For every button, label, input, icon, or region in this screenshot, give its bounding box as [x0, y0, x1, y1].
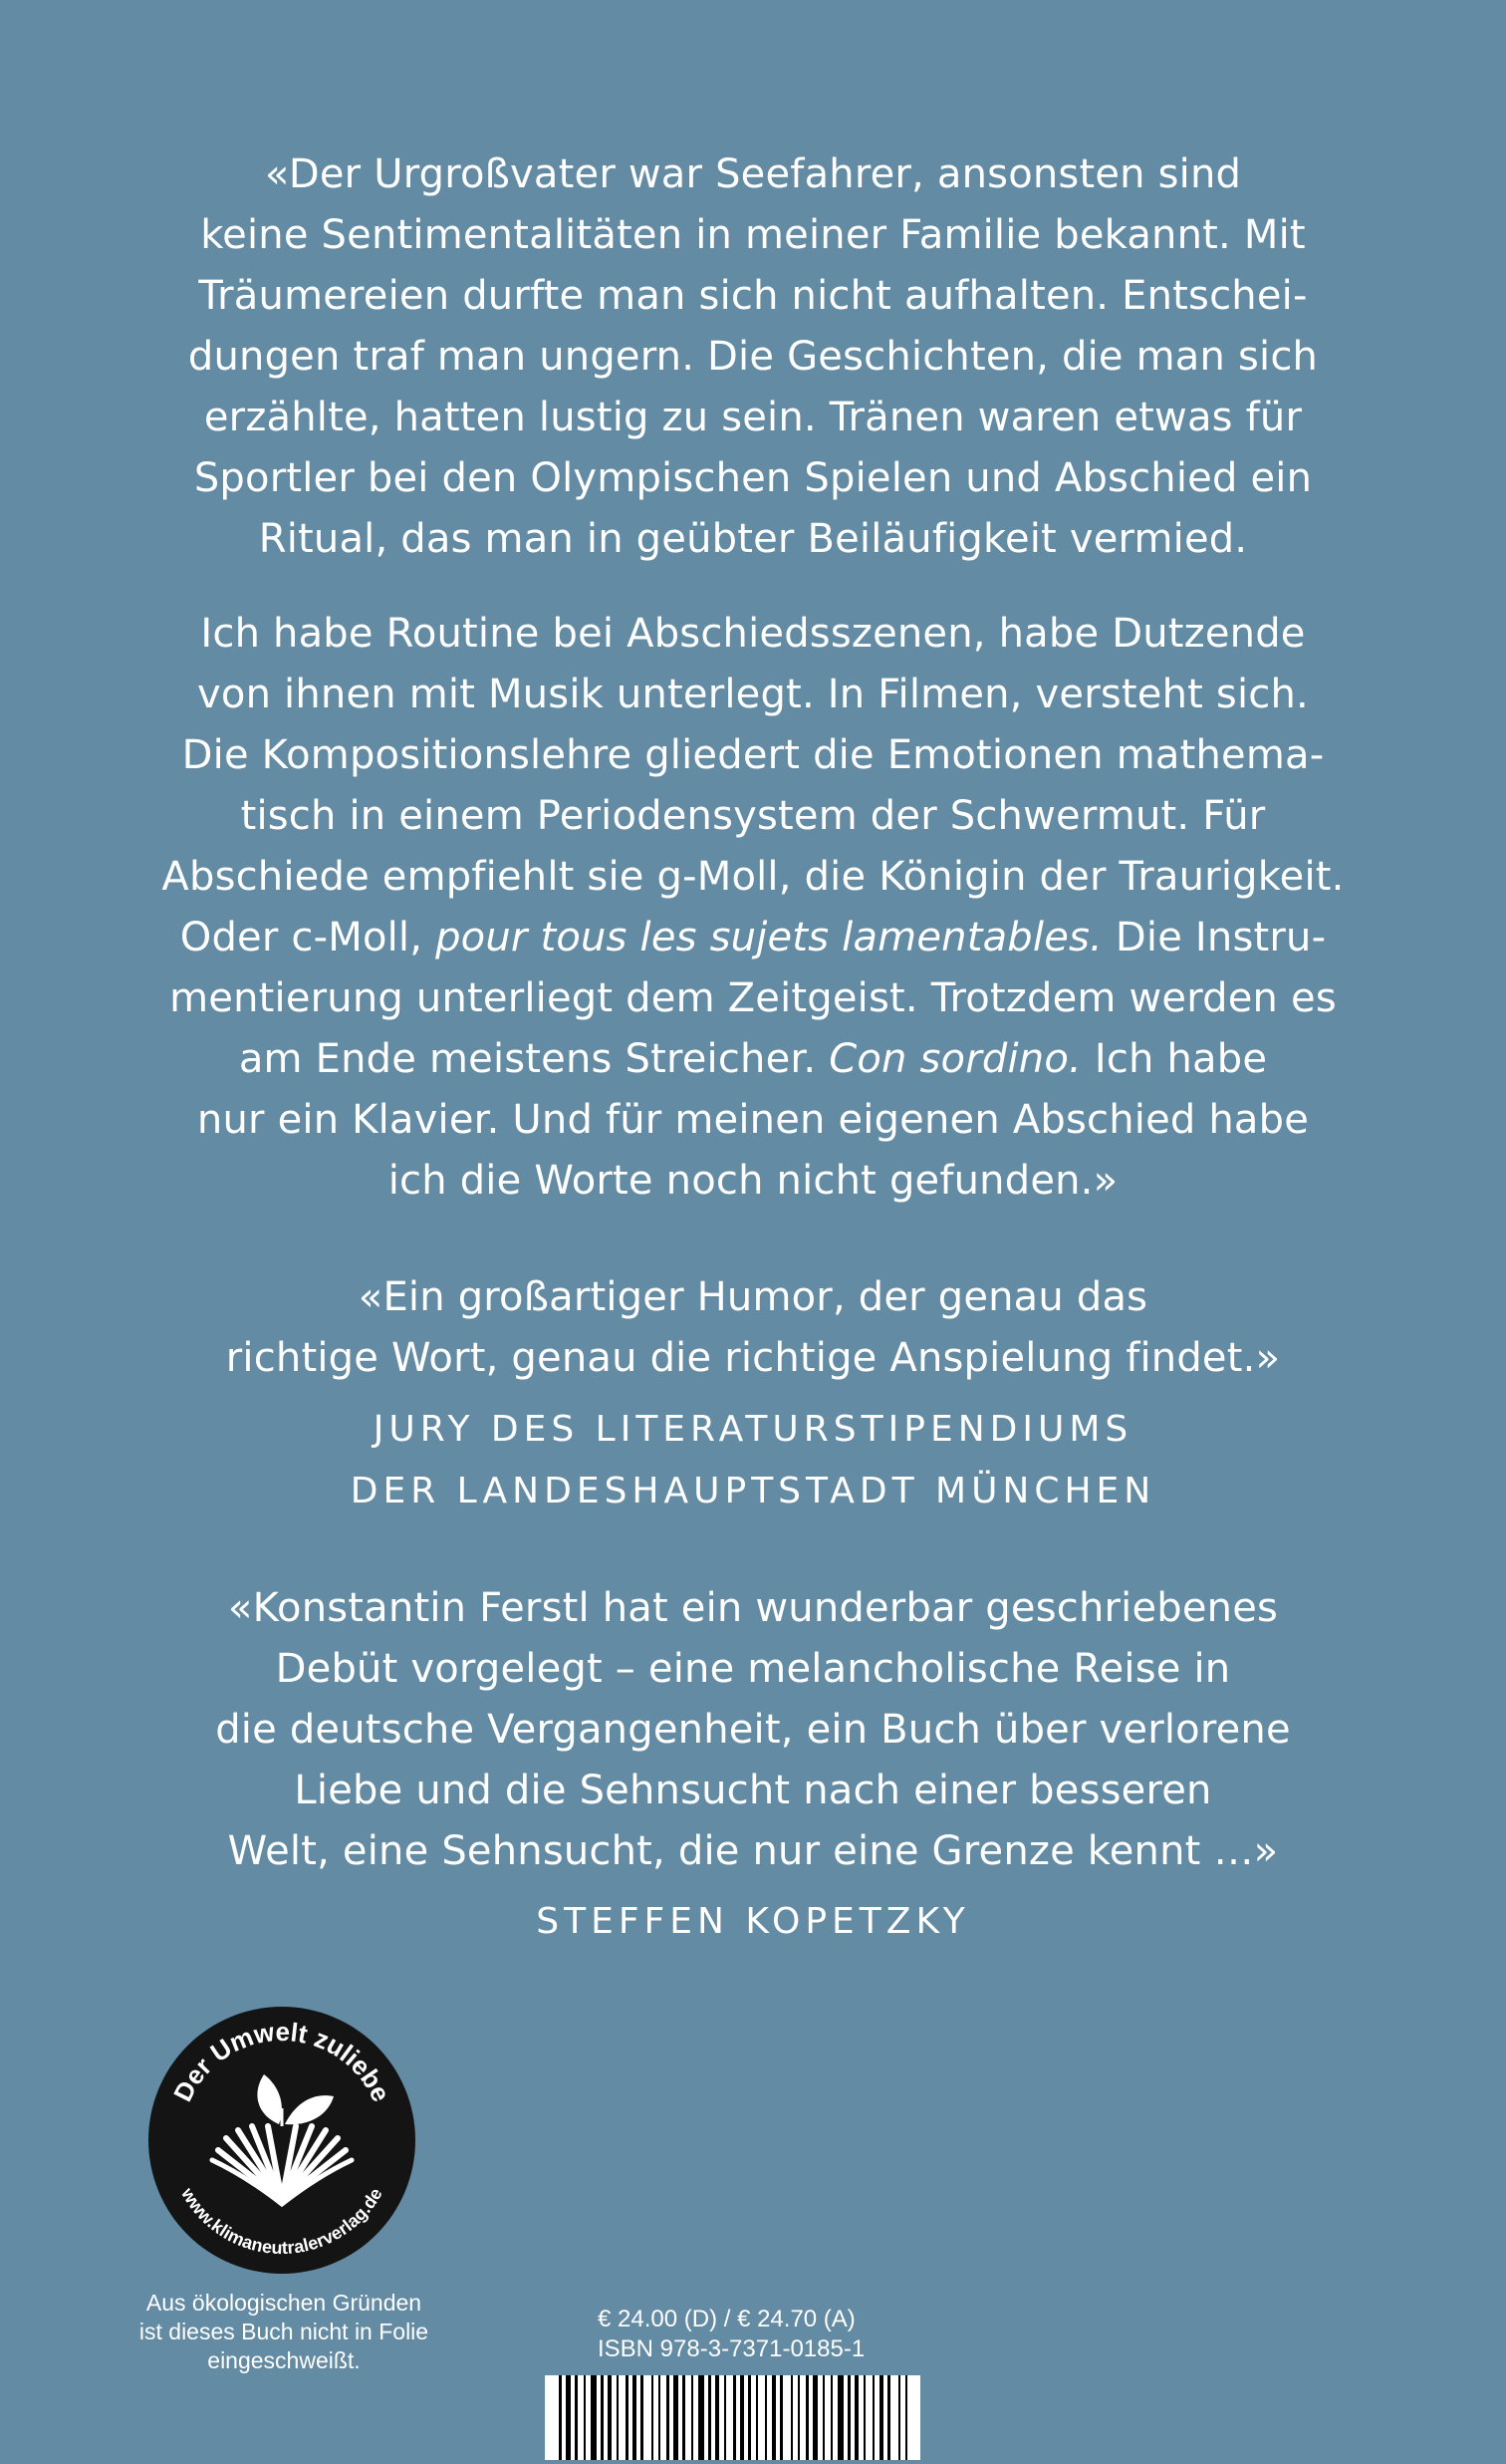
barcode-bar [798, 2375, 800, 2460]
excerpt-line: keine Sentimentalitäten in meiner Familie bekannt. Mit [200, 212, 1306, 258]
barcode-bar [682, 2375, 685, 2460]
review-quote-2 [40, 1578, 1466, 1882]
barcode-bar [601, 2375, 604, 2460]
excerpt-paragraph-1 [40, 144, 1466, 570]
excerpt-line: Die Kompositionslehre gliedert die Emotionen mathema- [181, 732, 1325, 778]
excerpt-text: Oder c-Moll, [179, 915, 436, 960]
excerpt-line: Sportler bei den Olympischen Spielen und Abschied ein [193, 455, 1313, 501]
excerpt-text: Die Instru- [1102, 915, 1327, 960]
excerpt-line: Abschiede empfiehlt sie g-Moll, die Königin der Traurigkeit. [161, 854, 1345, 900]
barcode-bar [898, 2375, 900, 2460]
badge-text-top: Der Umwelt zuliebe [167, 2016, 396, 2106]
review-source-line: JURY DES LITERATURSTIPENDIUMS [373, 1409, 1133, 1450]
eco-note-line: Aus ökologischen Gründen [145, 2290, 422, 2316]
barcode-bar [575, 2375, 578, 2460]
barcode-bar [823, 2375, 825, 2460]
excerpt-line: Ritual, das man in geübter Beiläufigkeit vermied. [258, 516, 1248, 562]
review-source-2 [40, 1891, 1466, 1953]
barcode-bar [651, 2375, 653, 2460]
barcode-bar [838, 2375, 844, 2460]
barcode-bar [879, 2375, 883, 2460]
barcode-bar [673, 2375, 678, 2460]
barcode [545, 2375, 920, 2460]
excerpt-line: Ich habe Routine bei Abschiedsszenen, habe Dutzende [200, 611, 1306, 657]
review-quote-1 [40, 1267, 1466, 1389]
barcode-bar [698, 2375, 704, 2460]
barcode-bar [566, 2375, 571, 2460]
barcode-bar [780, 2375, 783, 2460]
barcode-bar [608, 2375, 612, 2460]
excerpt-line: ich die Worte noch nicht gefunden.» [387, 1158, 1119, 1204]
barcode-bar [666, 2375, 669, 2460]
excerpt-line: mentierung unterliegt dem Zeitgeist. Trotzdem werden es [169, 975, 1337, 1021]
excerpt-text: Ich habe [1081, 1036, 1268, 1082]
review-line: Liebe und die Sehnsucht nach einer besseren [294, 1768, 1212, 1813]
excerpt-line-mixed [40, 908, 1466, 968]
barcode-bar [765, 2375, 767, 2460]
barcode-bar [887, 2375, 890, 2460]
review-line: Welt, eine Sehnsucht, die nur eine Grenze kennt …» [227, 1828, 1279, 1874]
excerpt-line: Träumereien durfte man sich nicht aufhalten. Entschei- [198, 273, 1308, 319]
barcode-bar [848, 2375, 851, 2460]
excerpt-line: erzählte, hatten lustig zu sein. Tränen waren etwas für [203, 395, 1303, 440]
barcode-bar [855, 2375, 859, 2460]
review-line: «Konstantin Ferstl hat ein wunderbar geschriebenes [227, 1585, 1279, 1631]
excerpt-line: nur ein Klavier. Und für meinen eigenen Abschied habe [196, 1097, 1310, 1143]
excerpt-line: tisch in einem Periodensystem der Schwermut. Für [240, 793, 1266, 839]
review-line: die deutsche Vergangenheit, ein Buch über verlorene [215, 1707, 1291, 1753]
barcode-bar [748, 2375, 751, 2460]
badge-text-bottom: www.klimaneutralerverlag.de [177, 2184, 386, 2259]
barcode-bar [632, 2375, 636, 2460]
barcode-bars [545, 2375, 920, 2460]
barcode-bar [559, 2375, 562, 2460]
barcode-bar [715, 2375, 719, 2460]
barcode-bar [708, 2375, 711, 2460]
excerpt-line: dungen traf man ungern. Die Geschichten, die man sich [187, 334, 1319, 380]
barcode-bar [905, 2375, 907, 2460]
excerpt-italic-phrase: pour tous les sujets lamentables. [435, 915, 1103, 960]
barcode-bar [658, 2375, 660, 2460]
barcode-bar [873, 2375, 875, 2460]
eco-note [110, 2289, 458, 2375]
price-label: € 24.00 (D) / € 24.70 (A) [598, 2306, 856, 2332]
barcode-bar [617, 2375, 619, 2460]
badge-disc [148, 2007, 415, 2274]
barcode-bar [864, 2375, 866, 2460]
excerpt-paragraph-2 [40, 604, 1466, 1212]
barcode-bar [584, 2375, 586, 2460]
barcode-bar [591, 2375, 597, 2460]
review-line: richtige Wort, genau die richtige Anspielung findet.» [225, 1335, 1281, 1381]
barcode-bar [626, 2375, 628, 2460]
barcode-bar [733, 2375, 736, 2460]
barcode-bar [640, 2375, 643, 2460]
barcode-bar [756, 2375, 758, 2460]
review-line: «Ein großartiger Humor, der genau das [358, 1274, 1148, 1320]
excerpt-line: «Der Urgroßvater war Seefahrer, ansonsten sind [264, 151, 1242, 197]
barcode-bar [740, 2375, 744, 2460]
climate-neutral-badge [146, 2005, 417, 2276]
eco-note-line: eingeschweißt. [207, 2347, 361, 2373]
eco-note-line: ist dieses Buch nicht in Folie [138, 2319, 429, 2344]
barcode-bar [806, 2375, 809, 2460]
excerpt-italic-phrase: Con sordino. [829, 1036, 1082, 1082]
barcode-bar [772, 2375, 776, 2460]
price-block [598, 2305, 896, 2364]
review-line: Debüt vorgelegt – eine melancholische Reise in [275, 1646, 1231, 1692]
excerpt-line: von ihnen mit Musik unterlegt. In Filmen, versteht sich. [197, 672, 1309, 717]
excerpt-line-mixed [40, 1029, 1466, 1090]
barcode-bar [691, 2375, 693, 2460]
isbn-label: ISBN 978-3-7371-0185-1 [598, 2335, 866, 2362]
barcode-bar [831, 2375, 833, 2460]
excerpt-text: am Ende meistens Streicher. [238, 1036, 830, 1082]
review-source-line: DER LANDESHAUPTSTADT MÜNCHEN [350, 1471, 1156, 1511]
review-source-1 [40, 1399, 1466, 1522]
barcode-bar [791, 2375, 793, 2460]
barcode-bar [813, 2375, 818, 2460]
review-source-line: STEFFEN KOPETZKY [536, 1901, 970, 1942]
barcode-bar [724, 2375, 726, 2460]
